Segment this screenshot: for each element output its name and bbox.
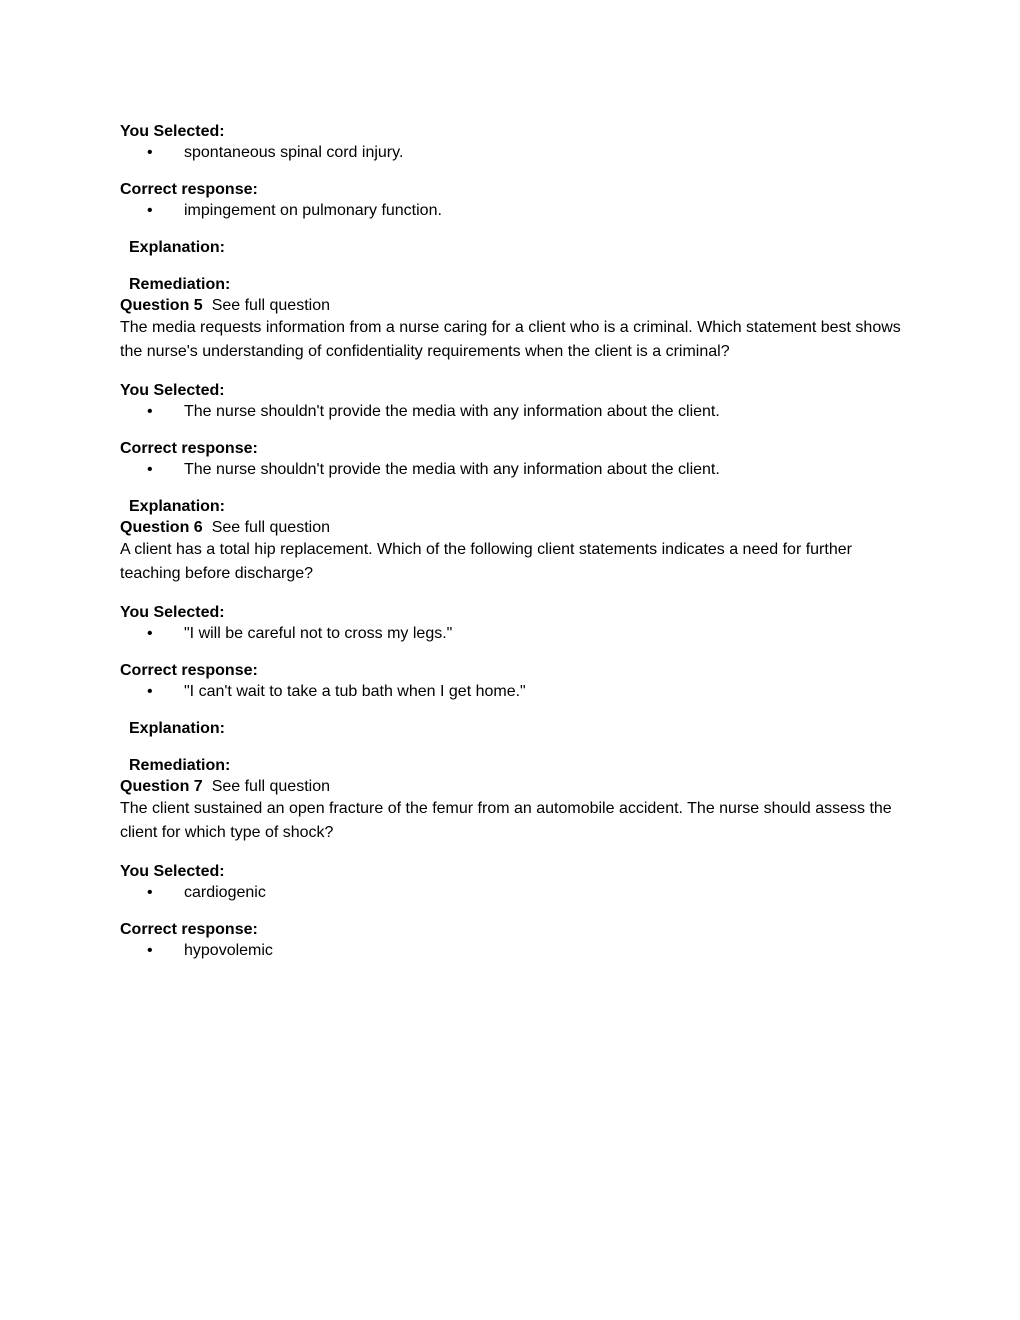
document-page [120, 121, 910, 961]
question-header [120, 776, 910, 797]
correct-answer-item [120, 459, 910, 480]
bullet-icon: • [147, 202, 153, 219]
correct-response-label: Correct response: [120, 921, 258, 938]
selected-answer-text: "I will be careful not to cross my legs." [184, 625, 453, 642]
question-text: The media requests information from a nurse caring for a client who is a criminal. Which statement best shows the nurse's understanding of confidentiality requirements when the client is a criminal? [120, 319, 901, 360]
bullet-icon: • [147, 884, 153, 901]
you-selected-label: You Selected: [120, 863, 225, 880]
correct-answer-text: impingement on pulmonary function. [184, 202, 442, 219]
correct-answer-item [120, 681, 910, 702]
question-text: The client sustained an open fracture of the femur from an automobile accident. The nurse should assess the client for which type of shock? [120, 800, 892, 841]
selected-answer-item [120, 623, 910, 644]
correct-answer-text: hypovolemic [184, 942, 273, 959]
explanation-label: Explanation: [129, 720, 226, 737]
you-selected-label: You Selected: [120, 604, 225, 621]
bullet-icon: • [147, 625, 153, 642]
correct-response-label: Correct response: [120, 181, 258, 198]
bullet-icon: • [147, 942, 153, 959]
you-selected-label: You Selected: [120, 123, 225, 140]
bullet-icon: • [147, 403, 153, 420]
correct-response-label: Correct response: [120, 440, 258, 457]
selected-answer-text: cardiogenic [184, 884, 266, 901]
selected-answer-text: The nurse shouldn't provide the media with any information about the client. [184, 403, 720, 420]
bullet-icon: • [147, 461, 153, 478]
selected-answer-item [120, 401, 910, 422]
selected-answer-item [120, 142, 910, 163]
remediation-label: Remediation: [129, 276, 231, 293]
correct-answer-text: "I can't wait to take a tub bath when I get home." [184, 683, 526, 700]
selected-answer-text: spontaneous spinal cord injury. [184, 144, 404, 161]
correct-answer-item [120, 940, 910, 961]
bullet-icon: • [147, 683, 153, 700]
question-number: Question 5 [120, 297, 203, 314]
explanation-label: Explanation: [129, 239, 226, 256]
see-full-question-link[interactable]: See full question [211, 778, 330, 795]
see-full-question-link[interactable]: See full question [211, 297, 330, 314]
question-text: A client has a total hip replacement. Which of the following client statements indicates a need for further teaching before discharge? [120, 541, 852, 582]
you-selected-label: You Selected: [120, 382, 225, 399]
explanation-label: Explanation: [129, 498, 226, 515]
bullet-icon: • [147, 144, 153, 161]
remediation-label: Remediation: [129, 757, 231, 774]
selected-answer-item [120, 882, 910, 903]
question-number: Question 6 [120, 519, 203, 536]
see-full-question-link[interactable]: See full question [211, 519, 330, 536]
correct-answer-item [120, 200, 910, 221]
question-header [120, 295, 910, 316]
question-header [120, 517, 910, 538]
correct-answer-text: The nurse shouldn't provide the media with any information about the client. [184, 461, 720, 478]
correct-response-label: Correct response: [120, 662, 258, 679]
question-number: Question 7 [120, 778, 203, 795]
